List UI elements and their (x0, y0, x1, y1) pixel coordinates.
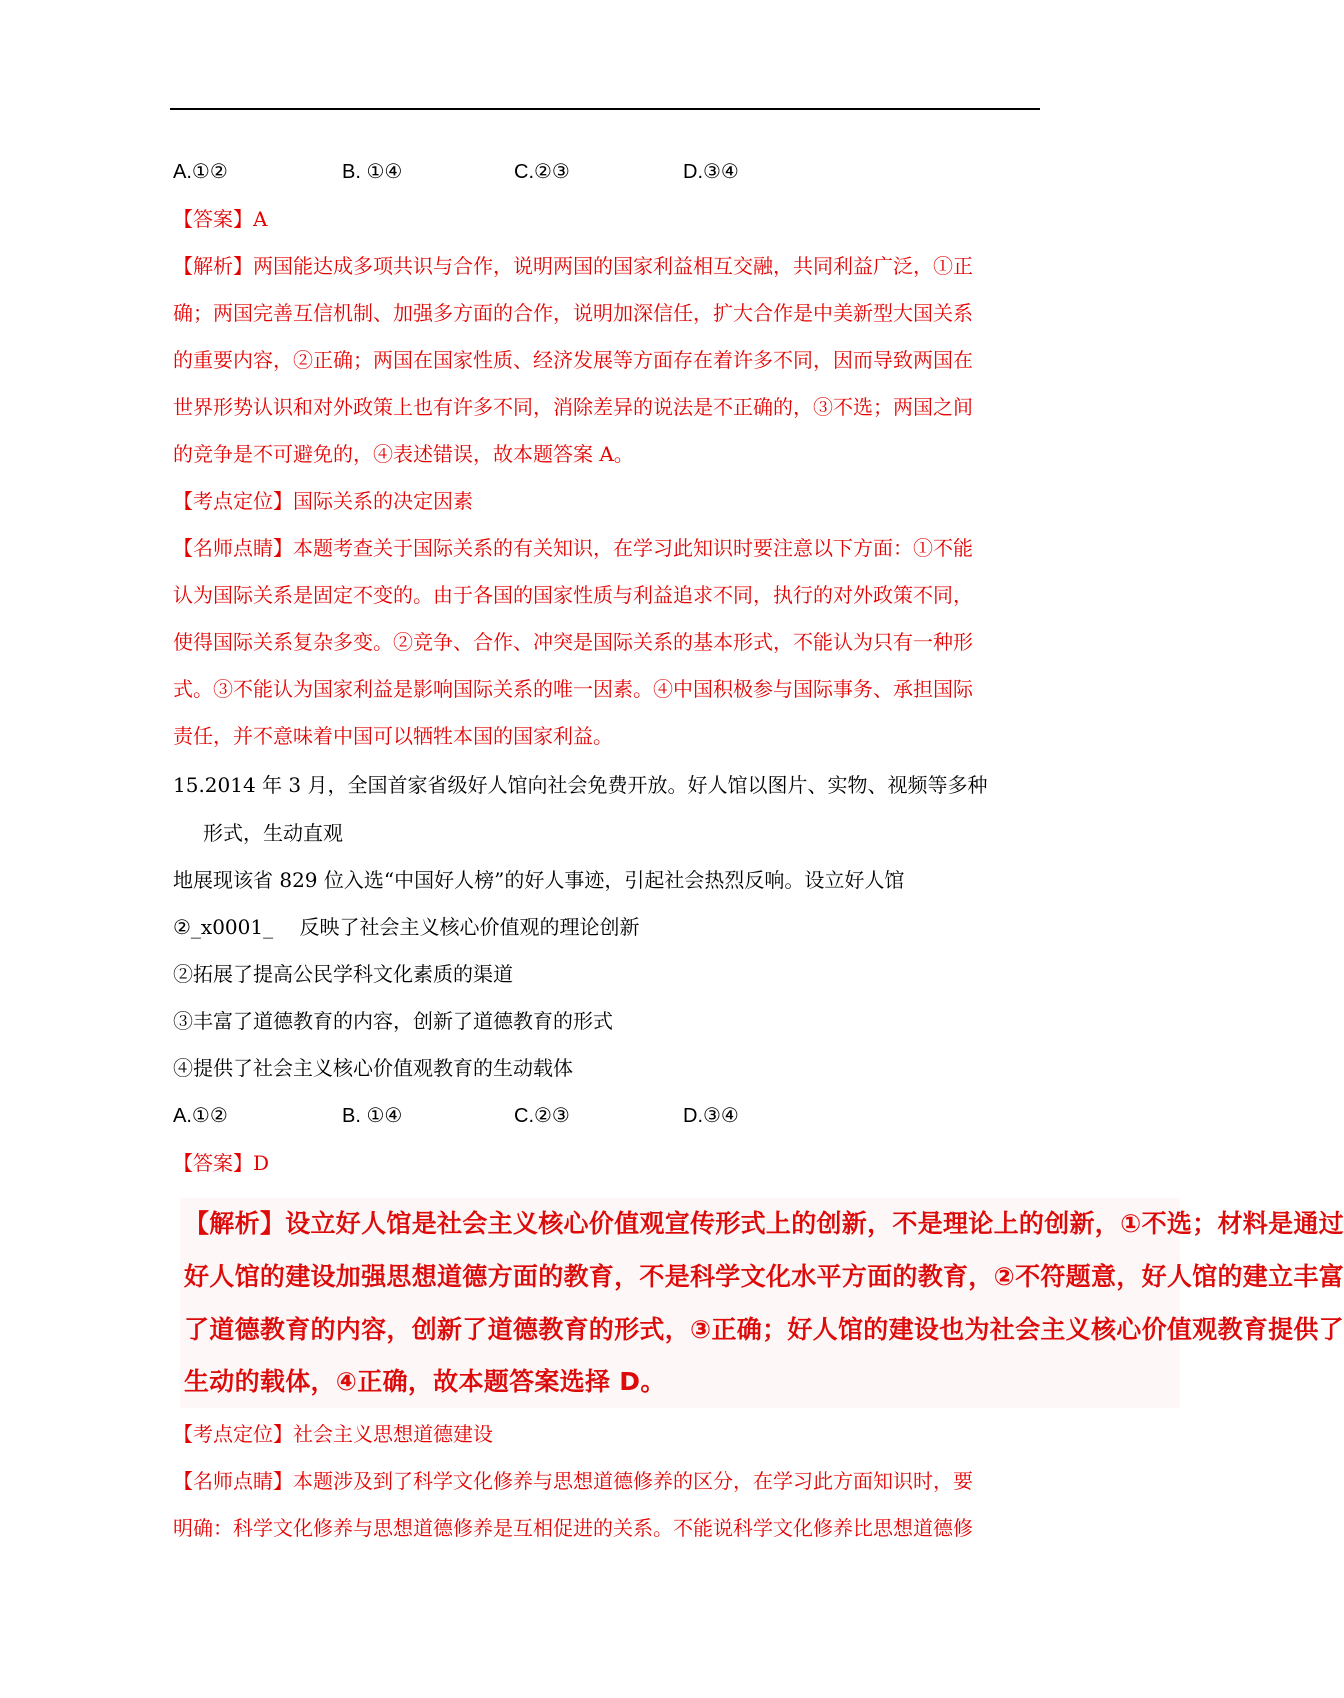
q15-point: 【考点定位】社会主义思想道德建设 (173, 1422, 493, 1446)
q15-stem-line: 地展现该省 829 位入选“中国好人榜”的好人事迹，引起社会热烈反响。设立好人馆 (173, 868, 905, 892)
q15-option-b: B. ①④ (342, 1105, 403, 1127)
q14-tips-line: 认为国际关系是固定不变的。由于各国的国家性质与利益追求不同，执行的对外政策不同， (173, 583, 973, 607)
q15-item: ②_x0001_ 反映了社会主义核心价值观的理论创新 (173, 915, 640, 939)
q15-analysis-line: 了道德教育的内容，创新了道德教育的形式，③正确；好人馆的建设也为社会主义核心价值观教育提供了 (184, 1315, 1344, 1344)
q14-tips-line: 责任，并不意味着中国可以牺牲本国的国家利益。 (173, 724, 613, 748)
q15-analysis-image (180, 1198, 1344, 1408)
q14-analysis-line: 【解析】两国能达成多项共识与合作，说明两国的国家利益相互交融，共同利益广泛，①正 (173, 254, 973, 278)
q14-option-c: C.②③ (514, 161, 570, 183)
q15-option-a: A.①② (173, 1105, 228, 1127)
q15-analysis-line: 【解析】设立好人馆是社会主义核心价值观宣传形式上的创新，不是理论上的创新，①不选；材料是通过 (184, 1209, 1344, 1238)
header-rule (170, 108, 1040, 110)
q14-option-a: A.①② (173, 161, 228, 183)
q14-option-d: D.③④ (683, 161, 739, 183)
q14-analysis-line: 的重要内容，②正确；两国在国家性质、经济发展等方面存在着许多不同，因而导致两国在 (173, 348, 973, 372)
q14-tips-line: 使得国际关系复杂多变。②竞争、合作、冲突是国际关系的基本形式，不能认为只有一种形 (173, 630, 973, 654)
q15-analysis-line: 生动的载体，④正确，故本题答案选择 D。 (184, 1367, 666, 1396)
q15-item: ④提供了社会主义核心价值观教育的生动载体 (173, 1056, 573, 1080)
q15-tips-line: 明确：科学文化修养与思想道德修养是互相促进的关系。不能说科学文化修养比思想道德修 (173, 1516, 973, 1540)
q15-item: ②拓展了提高公民学科文化素质的渠道 (173, 962, 513, 986)
q15-item: ③丰富了道德教育的内容，创新了道德教育的形式 (173, 1009, 613, 1033)
q15-analysis-line: 好人馆的建设加强思想道德方面的教育，不是科学文化水平方面的教育，②不符题意，好人馆的建立丰富 (184, 1262, 1344, 1291)
q15-option-c: C.②③ (514, 1105, 570, 1127)
q15-option-d: D.③④ (683, 1105, 739, 1127)
q14-tips-line: 【名师点睛】本题考查关于国际关系的有关知识，在学习此知识时要注意以下方面：①不能 (173, 536, 973, 560)
q15-answer: 【答案】D (173, 1151, 270, 1175)
q14-answer: 【答案】A (173, 207, 268, 231)
q14-tips-line: 式。③不能认为国家利益是影响国际关系的唯一因素。④中国积极参与国际事务、承担国际 (173, 677, 973, 701)
q14-point: 【考点定位】国际关系的决定因素 (173, 489, 473, 513)
q14-analysis-line: 确；两国完善互信机制、加强多方面的合作，说明加深信任，扩大合作是中美新型大国关系 (173, 301, 973, 325)
q14-analysis-line: 的竞争是不可避免的，④表述错误，故本题答案 A。 (173, 442, 634, 466)
q14-analysis-line: 世界形势认识和对外政策上也有许多不同，消除差异的说法是不正确的，③不选；两国之间 (173, 395, 973, 419)
q15-stem-line: 形式，生动直观 (203, 821, 343, 845)
q15-tips-line: 【名师点睛】本题涉及到了科学文化修养与思想道德修养的区分，在学习此方面知识时，要 (173, 1469, 973, 1493)
q14-option-b: B. ①④ (342, 161, 403, 183)
q15-stem-line: 15.2014 年 3 月，全国首家省级好人馆向社会免费开放。好人馆以图片、实物、视频等多种 (173, 773, 988, 797)
